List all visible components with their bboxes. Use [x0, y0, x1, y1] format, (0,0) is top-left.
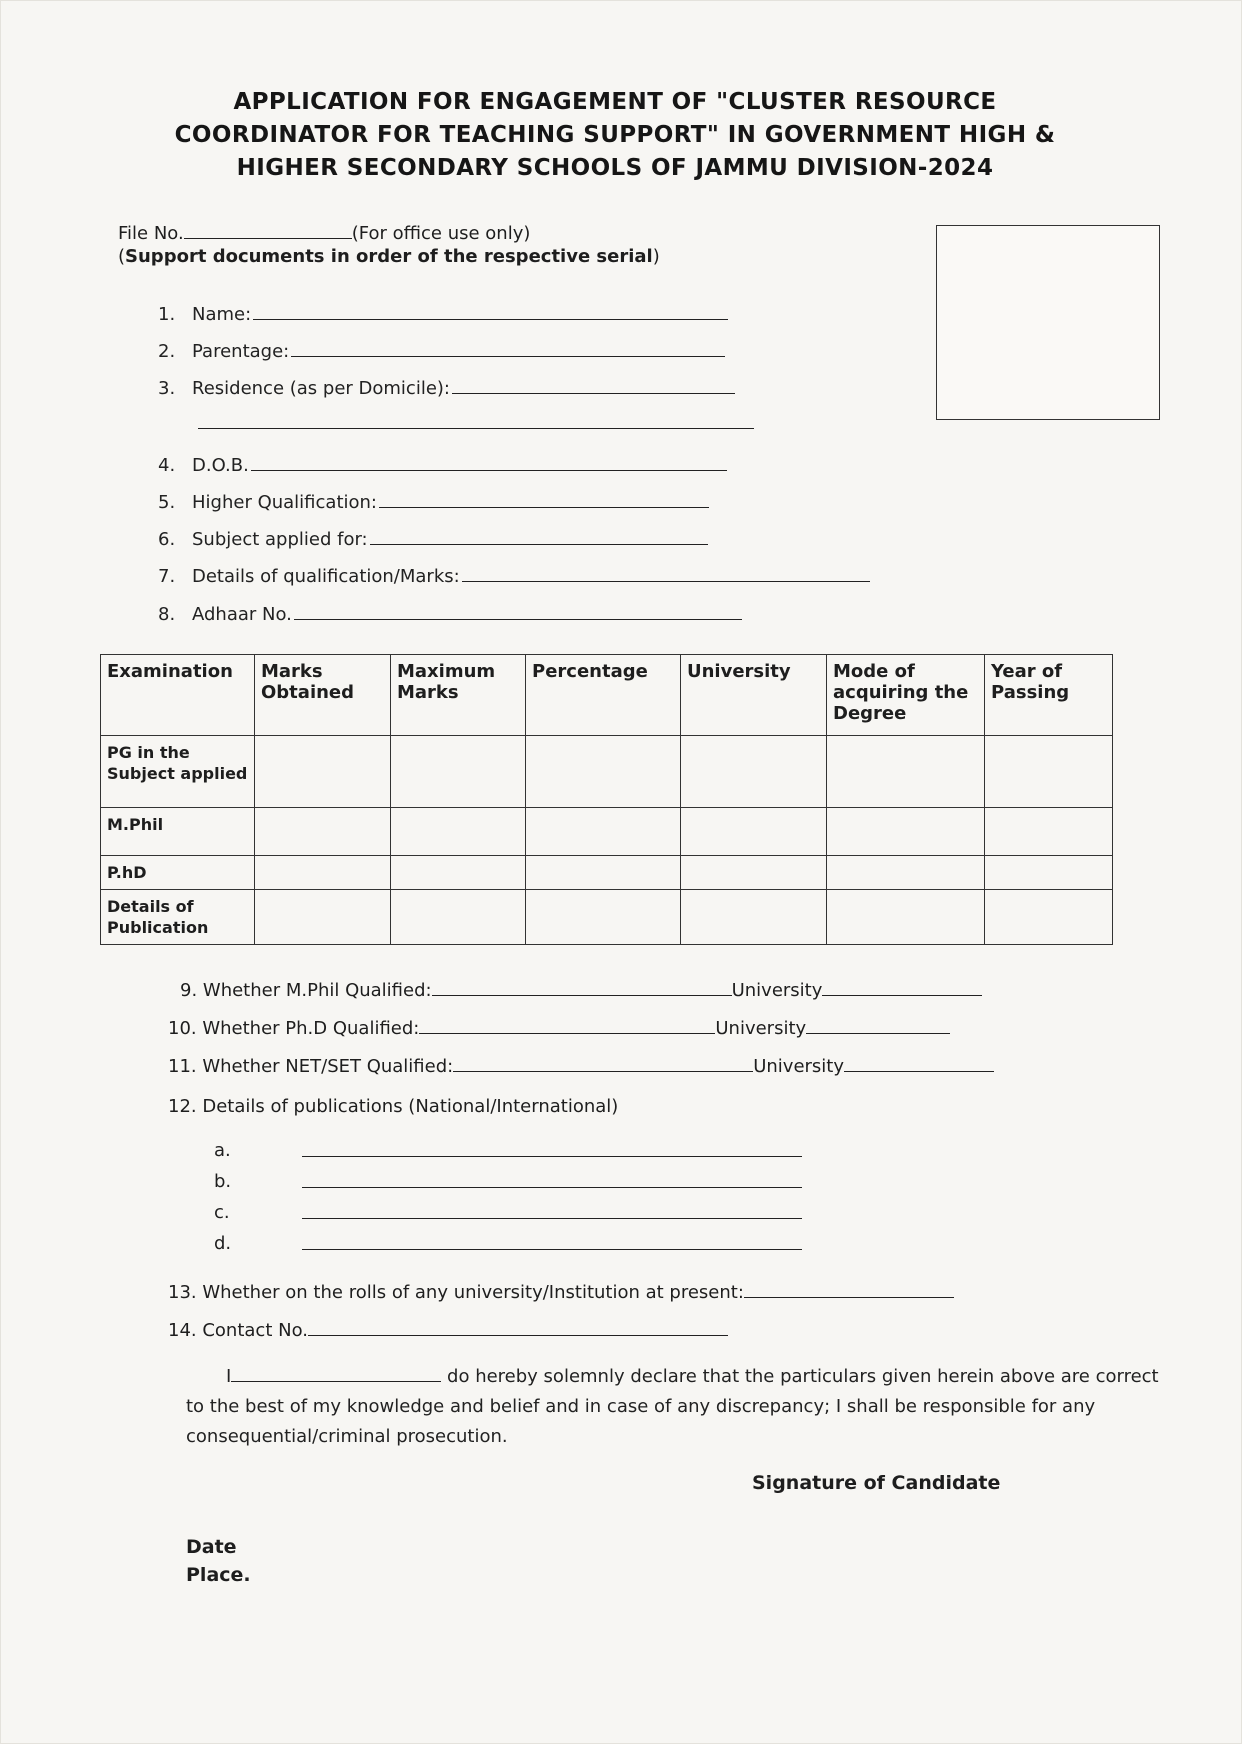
residence-second-line[interactable] — [198, 428, 754, 429]
table-cell[interactable] — [985, 736, 1113, 808]
table-cell[interactable] — [391, 856, 526, 890]
table-cell[interactable] — [526, 736, 681, 808]
table-cell[interactable] — [681, 890, 827, 945]
university-label: University — [731, 980, 823, 1001]
field-subject-applied: 6. Subject applied for: — [158, 529, 708, 550]
table-cell[interactable] — [827, 736, 985, 808]
declaration-paragraph — [186, 1362, 1166, 1452]
table-cell[interactable] — [391, 808, 526, 856]
table-cell[interactable] — [827, 890, 985, 945]
field-label: Higher Qualification: — [192, 492, 377, 513]
table-row — [101, 808, 1113, 856]
file-no-row — [118, 222, 530, 244]
row-label-mphil: M.Phil — [101, 808, 255, 856]
adhaar-input-line[interactable] — [294, 605, 742, 620]
table-cell[interactable] — [255, 808, 391, 856]
table-header-row — [101, 655, 1113, 736]
support-documents-note: (Support documents in order of the respective serial) — [118, 246, 660, 267]
table-row — [101, 736, 1113, 808]
table-cell[interactable] — [827, 856, 985, 890]
header-examination: Examination — [101, 655, 255, 736]
file-no-field[interactable] — [184, 222, 352, 239]
question-label: 14. Contact No. — [168, 1320, 308, 1341]
field-name: 1. Name: — [158, 304, 728, 325]
question-label: 13. Whether on the rolls of any university/Institution at present: — [168, 1282, 744, 1303]
title-line-3: HIGHER SECONDARY SCHOOLS OF JAMMU DIVISION-2024 — [236, 155, 994, 181]
publications-heading: 12. Details of publications (National/International) — [168, 1096, 619, 1117]
on-rolls-input-line[interactable] — [744, 1283, 954, 1298]
university-label: University — [715, 1018, 807, 1039]
net-set-university-line[interactable] — [844, 1057, 994, 1072]
office-use-note: (For office use only) — [351, 223, 531, 244]
declaration-prefix: I — [226, 1366, 232, 1387]
field-label: Residence (as per Domicile): — [192, 378, 450, 399]
mphil-university-line[interactable] — [822, 981, 982, 996]
publication-item-label: b. — [214, 1171, 232, 1192]
field-label: Adhaar No. — [192, 604, 292, 625]
subject-input-line[interactable] — [370, 530, 708, 545]
form-title — [110, 86, 1120, 185]
table-cell[interactable] — [827, 808, 985, 856]
question-on-rolls — [168, 1282, 954, 1303]
title-line-1: APPLICATION FOR ENGAGEMENT OF "CLUSTER RESOURCE — [233, 89, 997, 115]
signature-label: Signature of Candidate — [752, 1472, 1001, 1494]
table-cell[interactable] — [681, 736, 827, 808]
table-cell[interactable] — [681, 856, 827, 890]
header-mode-of-degree: Mode of acquiring the Degree — [827, 655, 985, 736]
publication-b-line[interactable] — [302, 1187, 802, 1188]
publication-item-label: c. — [214, 1202, 230, 1223]
title-line-2: COORDINATOR FOR TEACHING SUPPORT" IN GOVERNMENT HIGH & — [174, 122, 1056, 148]
qualification-table — [100, 654, 1113, 945]
table-cell[interactable] — [526, 890, 681, 945]
field-label: Name: — [192, 304, 252, 325]
residence-input-line[interactable] — [452, 379, 735, 394]
table-cell[interactable] — [985, 856, 1113, 890]
table-cell[interactable] — [526, 808, 681, 856]
phd-input-line[interactable] — [419, 1019, 715, 1034]
table-cell[interactable] — [391, 890, 526, 945]
header-maximum-marks: Maximum Marks — [391, 655, 526, 736]
qualification-marks-input-line[interactable] — [462, 567, 870, 582]
file-no-label: File No. — [118, 223, 184, 244]
field-label: D.O.B. — [192, 455, 249, 476]
question-contact — [168, 1320, 728, 1341]
question-label: 9. Whether M.Phil Qualified: — [180, 980, 432, 1001]
header-marks-obtained: Marks Obtained — [255, 655, 391, 736]
mphil-input-line[interactable] — [432, 981, 732, 996]
date-label: Date — [186, 1536, 237, 1558]
declarant-name-line[interactable] — [231, 1367, 441, 1382]
table-cell[interactable] — [526, 856, 681, 890]
university-label: University — [753, 1056, 845, 1077]
table-cell[interactable] — [391, 736, 526, 808]
dob-input-line[interactable] — [251, 456, 727, 471]
table-cell[interactable] — [985, 808, 1113, 856]
row-label-publication: Details of Publication — [101, 890, 255, 945]
row-label-phd: P.hD — [101, 856, 255, 890]
field-dob: 4. D.O.B. — [158, 455, 727, 476]
field-label: Parentage: — [192, 341, 290, 362]
table-cell[interactable] — [255, 856, 391, 890]
row-label-pg: PG in the Subject applied — [101, 736, 255, 808]
phd-university-line[interactable] — [806, 1019, 950, 1034]
field-residence: 3. Residence (as per Domicile): — [158, 378, 735, 399]
name-input-line[interactable] — [253, 305, 728, 320]
photo-box — [936, 225, 1160, 420]
table-cell[interactable] — [255, 890, 391, 945]
contact-input-line[interactable] — [308, 1321, 728, 1336]
field-higher-qualification: 5. Higher Qualification: — [158, 492, 709, 513]
publication-c-line[interactable] — [302, 1218, 802, 1219]
place-label: Place. — [186, 1564, 251, 1586]
field-qualification-marks: 7. Details of qualification/Marks: — [158, 566, 870, 587]
publication-d-line[interactable] — [302, 1249, 802, 1250]
support-note-bold: Support documents in order of the respective serial — [125, 246, 653, 267]
header-year-of-passing: Year of Passing — [985, 655, 1113, 736]
table-row — [101, 856, 1113, 890]
header-university: University — [681, 655, 827, 736]
question-label: 11. Whether NET/SET Qualified: — [168, 1056, 454, 1077]
declaration-text: do hereby solemnly declare that the particulars given herein above are correct to the best of my knowledge and belief and in case of any discrepancy; I shall be responsible for any consequential/criminal prosecution. — [186, 1366, 1159, 1447]
net-set-input-line[interactable] — [453, 1057, 753, 1072]
header-percentage: Percentage — [526, 655, 681, 736]
table-cell[interactable] — [255, 736, 391, 808]
field-label: Subject applied for: — [192, 529, 368, 550]
publication-item-label: d. — [214, 1233, 232, 1254]
publication-item-label: a. — [214, 1140, 231, 1161]
field-adhaar: 8. Adhaar No. — [158, 604, 742, 625]
question-net-set — [168, 1056, 994, 1077]
question-label: 10. Whether Ph.D Qualified: — [168, 1018, 420, 1039]
table-row — [101, 890, 1113, 945]
publication-a-line[interactable] — [302, 1156, 802, 1157]
higher-qualification-input-line[interactable] — [379, 493, 709, 508]
field-parentage: 2. Parentage: — [158, 341, 725, 362]
field-label: Details of qualification/Marks: — [192, 566, 460, 587]
question-phd — [168, 1018, 950, 1039]
question-mphil — [180, 980, 982, 1001]
table-cell[interactable] — [985, 890, 1113, 945]
parentage-input-line[interactable] — [291, 342, 725, 357]
table-cell[interactable] — [681, 808, 827, 856]
